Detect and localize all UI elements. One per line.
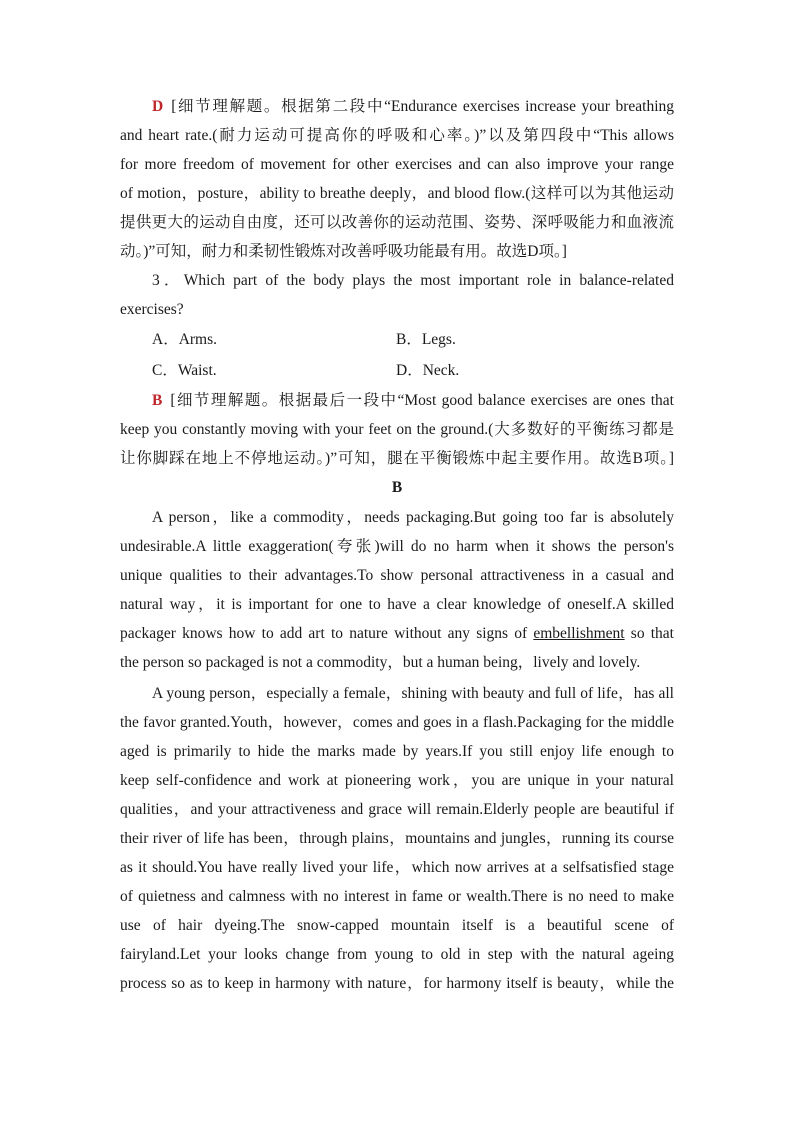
paragraph-line: unique qualities to their advantages.To show personal attractiveness in a casual and	[120, 567, 674, 584]
explanation-line: keep you constantly moving with your feet on the ground.(大多数好的平衡练习都是	[120, 421, 674, 438]
q2-explanation	[120, 92, 674, 266]
answer-letter: D	[152, 98, 164, 115]
paragraph-line: as it should.You have really lived your life，which now arrives at a selfsatisfied stage	[120, 859, 674, 876]
passage-paragraph-2	[120, 679, 674, 998]
explanation-line: B [细节理解题。根据最后一段中“Most good balance exercises are ones that	[152, 392, 674, 409]
paragraph-line: their river of life has been，through plains，mountains and jungles，running its course	[120, 830, 674, 847]
answer-letter: B	[152, 392, 163, 409]
question-3	[120, 266, 674, 473]
paragraph-line: fairyland.Let your looks change from young to old in step with the natural ageing	[120, 946, 674, 963]
paragraph-line: natural way，it is important for one to have a clear knowledge of oneself.A skilled	[120, 596, 674, 613]
options-row	[120, 324, 674, 355]
paragraph-line: use of hair dyeing.The snow-capped mountain itself is a beautiful scene of	[120, 917, 674, 934]
document-page	[120, 92, 674, 998]
explanation-line: and heart rate.(耐力运动可提高你的呼吸和心率。)”以及第四段中“This allows	[120, 127, 674, 144]
paragraph-line: of quietness and calmness with no interest in fame or wealth.There is no need to make	[120, 888, 674, 905]
paragraph-line: keep self-confidence and work at pioneering work，you are unique in your natural	[120, 772, 674, 789]
option-c: C．Waist.	[152, 362, 217, 379]
explanation-line: 提供更大的运动自由度，还可以改善你的运动范围、姿势、深呼吸能力和血液流	[120, 214, 674, 231]
paragraph-line: undesirable.A little exaggeration(夸张)will do no harm when it shows the person's	[120, 538, 674, 555]
option-d: D．Neck.	[396, 362, 460, 379]
explanation-line: 让你脚踩在地上不停地运动。)”可知，腿在平衡锻炼中起主要作用。故选B项。]	[120, 450, 674, 467]
passage-paragraph-1	[120, 503, 674, 677]
underlined-word: embellishment	[533, 625, 625, 642]
question-stem: 3．Which part of the body plays the most important role in balance-related	[152, 272, 674, 289]
explanation-line: D [细节理解题。根据第二段中“Endurance exercises increase your breathing	[152, 98, 674, 115]
explanation-line: for more freedom of movement for other exercises and can also improve your range	[120, 156, 674, 173]
paragraph-line: aged is primarily to hide the marks made by years.If you still enjoy life enough to	[120, 743, 674, 760]
options-row	[120, 355, 674, 386]
passage-title: B	[391, 479, 403, 496]
option-b: B．Legs.	[396, 331, 456, 348]
paragraph-line: A young person，especially a female，shining with beauty and full of life，has all	[152, 685, 674, 702]
explanation-line: 动。)”可知，耐力和柔韧性锻炼对改善呼吸功能最有用。故选D项。]	[120, 243, 567, 260]
explanation-line: of motion，posture，ability to breathe deeply，and blood flow.(这样可以为其他运动	[120, 185, 674, 202]
paragraph-line: the person so packaged is not a commodity，but a human being，lively and lovely.	[120, 654, 641, 671]
paragraph-line: A person，like a commodity，needs packaging.But going too far is absolutely	[152, 509, 674, 526]
question-stem: exercises?	[120, 301, 184, 318]
paragraph-line: the favor granted.Youth，however，comes and goes in a flash.Packaging for the middle	[120, 714, 674, 731]
paragraph-line: qualities，and your attractiveness and grace will remain.Elderly people are beautiful if	[120, 801, 674, 818]
paragraph-line: process so as to keep in harmony with nature，for harmony itself is beauty，while the	[120, 975, 674, 992]
paragraph-line: packager knows how to add art to nature without any signs of embellishment so that	[120, 625, 674, 642]
option-a: A．Arms.	[152, 331, 218, 348]
